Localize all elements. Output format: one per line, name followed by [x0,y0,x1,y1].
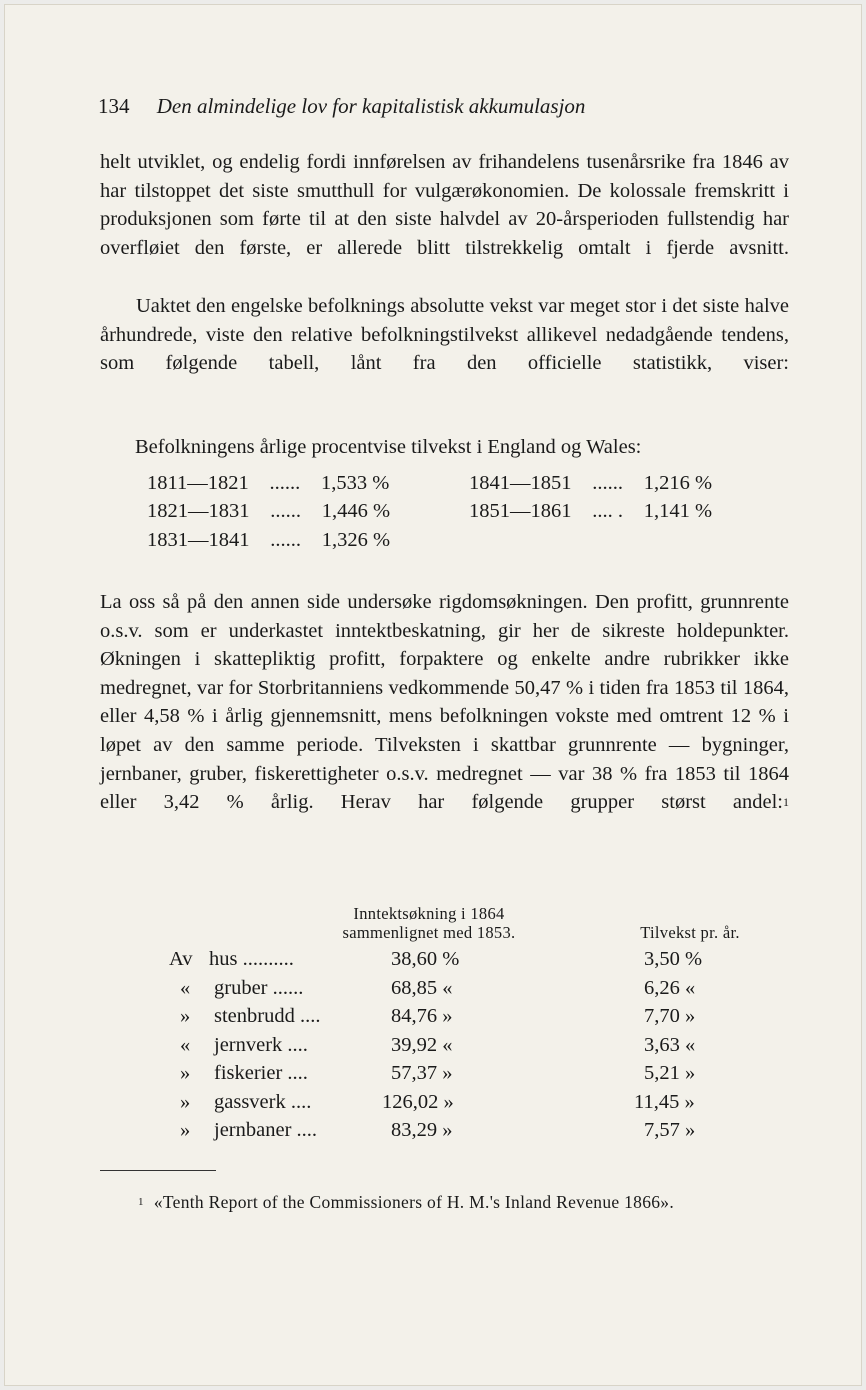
table2-row: « jernverk .... [180,1034,308,1056]
table2-row: Av hus .......... [169,948,294,970]
table2-growth: 3,63 « [644,1034,696,1056]
footnote [100,1190,790,1215]
running-header [98,94,798,119]
table2-row: » jernbaner .... [180,1119,318,1141]
table2-growth: 3,50 % [644,948,703,970]
paragraph-2: Uaktet den engelske befolknings absolutte vekst var meget stor i det siste halve århundrede, viste den relative befolkningstilvekst allikevel nedadgående tendens, som følgende tabell, lånt fra den officielle statistikk, viser: [100,295,789,375]
paragraph-3: La oss så på den annen side undersøke rigdomsøkningen. Den profitt, grunnrente o.s.v. som er underkastet inntektbeskatning, gir her de sikreste holdepunkter. Økningen i skattepliktig profitt, forpaktere og enkelte andre rubrikker ikke medregnet, var for Storbritanniens vedkommende 50,47 % i tiden fra 1853 til 1864, eller 4,58 % i årlig gjennemsnitt, mens befolkningen vokste med omtrent 12 % i løpet av den samme periode. Tilveksten i skattbar grunnrente — bygninger, jernbaner, gruber, fiskerettigheter o.s.v. medregnet — var 38 % fra 1853 til 1864 eller 3,42 % årlig. Herav har følgende grupper størst andel:$^1$ [100,591,789,814]
footnote-marker: 1 [138,1196,144,1208]
table2-value: 83,29 » [391,1119,453,1141]
footnote-divider [100,1170,216,1171]
table2-row: « gruber ...... [180,977,304,999]
footnote-reference: 1 [783,795,789,810]
table2-growth: 5,21 » [644,1062,696,1084]
table1-caption: Befolkningens årlige procentvise tilvekst i England og Wales: [135,436,642,458]
table1-row: 1841—1851 ...... 1,216 % [469,472,713,494]
table2-row: » fiskerier .... [180,1062,308,1084]
running-title: Den almindelige lov for kapitalistisk akkumulasjon [156,94,586,118]
table2-growth: 7,70 » [644,1005,696,1027]
table2-value: 38,60 % [391,948,460,970]
table1-row: 1811—1821 ...... 1,533 % [147,472,390,494]
table2-header-income: Inntektsøkning i 1864 sammenlignet med 1853. [342,904,516,942]
footnote-text: «Tenth Report of the Commissioners of H. M.'s Inland Revenue 1866». [153,1192,675,1212]
table2-value: 57,37 » [391,1062,453,1084]
table2-growth: 11,45 » [634,1091,695,1113]
page-number: 134 [98,94,130,118]
table2-growth: 7,57 » [644,1119,696,1141]
table2-value: 126,02 » [382,1091,454,1113]
table2-header-growth: Tilvekst pr. år. [640,923,740,942]
table1-row: 1831—1841 ...... 1,326 % [147,529,391,551]
table2-row: » gassverk .... [180,1091,312,1113]
table2-value: 68,85 « [391,977,453,999]
table2-value: 39,92 « [391,1034,453,1056]
table2-growth: 6,26 « [644,977,696,999]
table2-row: » stenbrudd .... [180,1005,321,1027]
table2-value: 84,76 » [391,1005,453,1027]
paragraph-1: helt utviklet, og endelig fordi innførelsen av frihandelens tusenårsrike fra 1846 av har tilstoppet det siste smutthull for vulgærøkonomien. De kolossale fremskritt i produksjonen som førte til at den siste halvdel av 20-årsperioden fullstendig har overfløiet den første, er allerede blitt tilstrekkelig omtalt i fjerde avsnitt. [100,151,789,259]
book-page [4,4,862,1386]
table1-row: 1821—1831 ...... 1,446 % [147,500,391,522]
table1-row: 1851—1861 .... . 1,141 % [469,500,713,522]
